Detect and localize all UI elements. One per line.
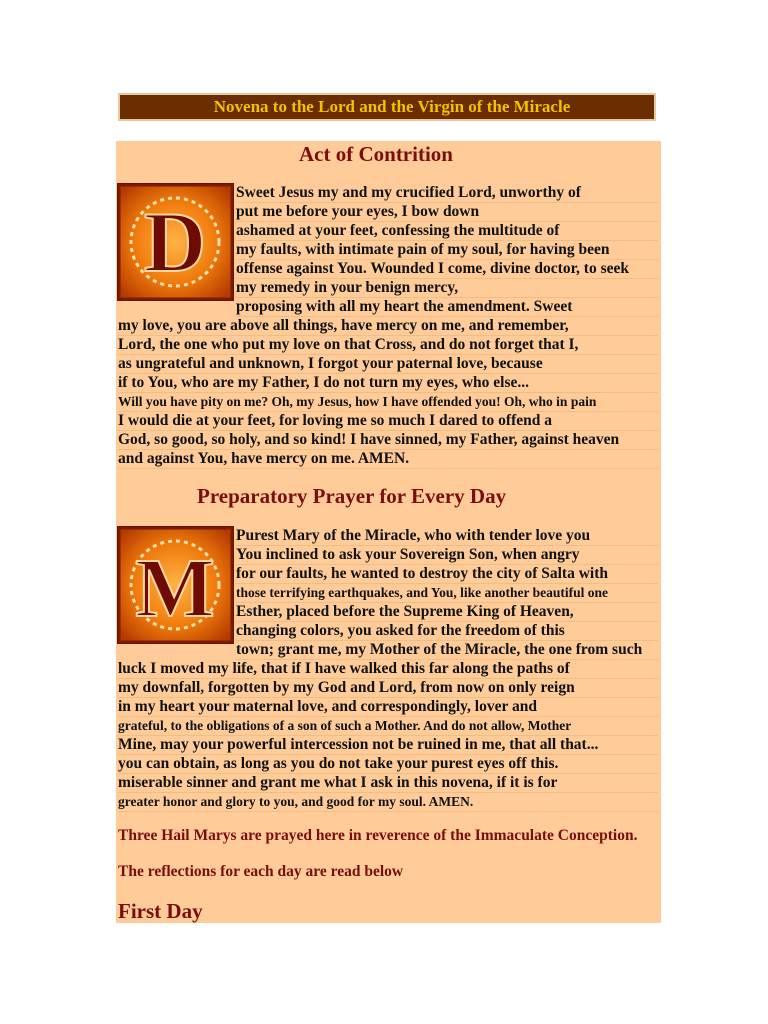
heading-first-day: First Day [118, 899, 203, 923]
text-line: Will you have pity on me? Oh, my Jesus, how I have offended you! Oh, who in pain [118, 392, 658, 412]
text-line: Sweet Jesus my and my crucified Lord, unworthy of [236, 183, 658, 203]
initial-d-illumination [117, 183, 234, 301]
text-line: my downfall, forgotten by my God and Lord, from now on only reign [118, 678, 658, 698]
text-line: as ungrateful and unknown, I forgot your paternal love, because [118, 354, 658, 374]
text-line: offense against You. Wounded I come, divine doctor, to seek [236, 259, 658, 279]
text-line: you can obtain, as long as you do not take your purest eyes off this. [118, 754, 658, 774]
text-line: put me before your eyes, I bow down [236, 202, 658, 222]
text-line: for our faults, he wanted to destroy the city of Salta with [236, 564, 658, 584]
text-line: Esther, placed before the Supreme King of Heaven, [236, 602, 658, 622]
text-line: my love, you are above all things, have mercy on me, and remember, [118, 316, 658, 336]
text-line: those terrifying earthquakes, and You, like another beautiful one [236, 583, 658, 603]
initial-m-illumination [117, 526, 234, 644]
text-line: ashamed at your feet, confessing the multitude of [236, 221, 658, 241]
text-line: I would die at your feet, for loving me so much I dared to offend a [118, 411, 658, 431]
text-line: greater honor and glory to you, and good for my soul. AMEN. [118, 792, 658, 812]
text-line: Purest Mary of the Miracle, who with tender love you [236, 526, 658, 546]
text-line: grateful, to the obligations of a son of such a Mother. And do not allow, Mother [118, 716, 658, 736]
svg-text:M: M [135, 542, 215, 635]
text-line: God, so good, so holy, and so kind! I have sinned, my Father, against heaven [118, 430, 658, 450]
note-hail-marys: Three Hail Marys are prayed here in reverence of the Immaculate Conception. [118, 827, 638, 844]
heading-preparatory-prayer: Preparatory Prayer for Every Day [197, 484, 507, 508]
text-line: and against You, have mercy on me. AMEN. [118, 449, 658, 469]
text-line: You inclined to ask your Sovereign Son, when angry [236, 545, 658, 565]
text-line: if to You, who are my Father, I do not turn my eyes, who else... [118, 373, 658, 393]
text-line: my remedy in your benign mercy, [236, 278, 658, 298]
heading-act-of-contrition: Act of Contrition [299, 142, 453, 166]
text-line: proposing with all my heart the amendment. Sweet [236, 297, 658, 317]
text-line: my faults, with intimate pain of my soul, for having been [236, 240, 658, 260]
text-line: town; grant me, my Mother of the Miracle, the one from such [236, 640, 658, 660]
svg-text:D: D [143, 194, 207, 290]
text-line: in my heart your maternal love, and correspondingly, lover and [118, 697, 658, 717]
text-line: Lord, the one who put my love on that Cross, and do not forget that I, [118, 335, 658, 355]
title-banner: Novena to the Lord and the Virgin of the Miracle [118, 93, 656, 121]
text-line: Mine, may your powerful intercession not be ruined in me, that all that... [118, 735, 658, 755]
note-reflections: The reflections for each day are read below [118, 863, 404, 880]
text-line: miserable sinner and grant me what I ask in this novena, if it is for [118, 773, 658, 793]
text-line: changing colors, you asked for the freedom of this [236, 621, 658, 641]
text-line: luck I moved my life, that if I have walked this far along the paths of [118, 659, 658, 679]
